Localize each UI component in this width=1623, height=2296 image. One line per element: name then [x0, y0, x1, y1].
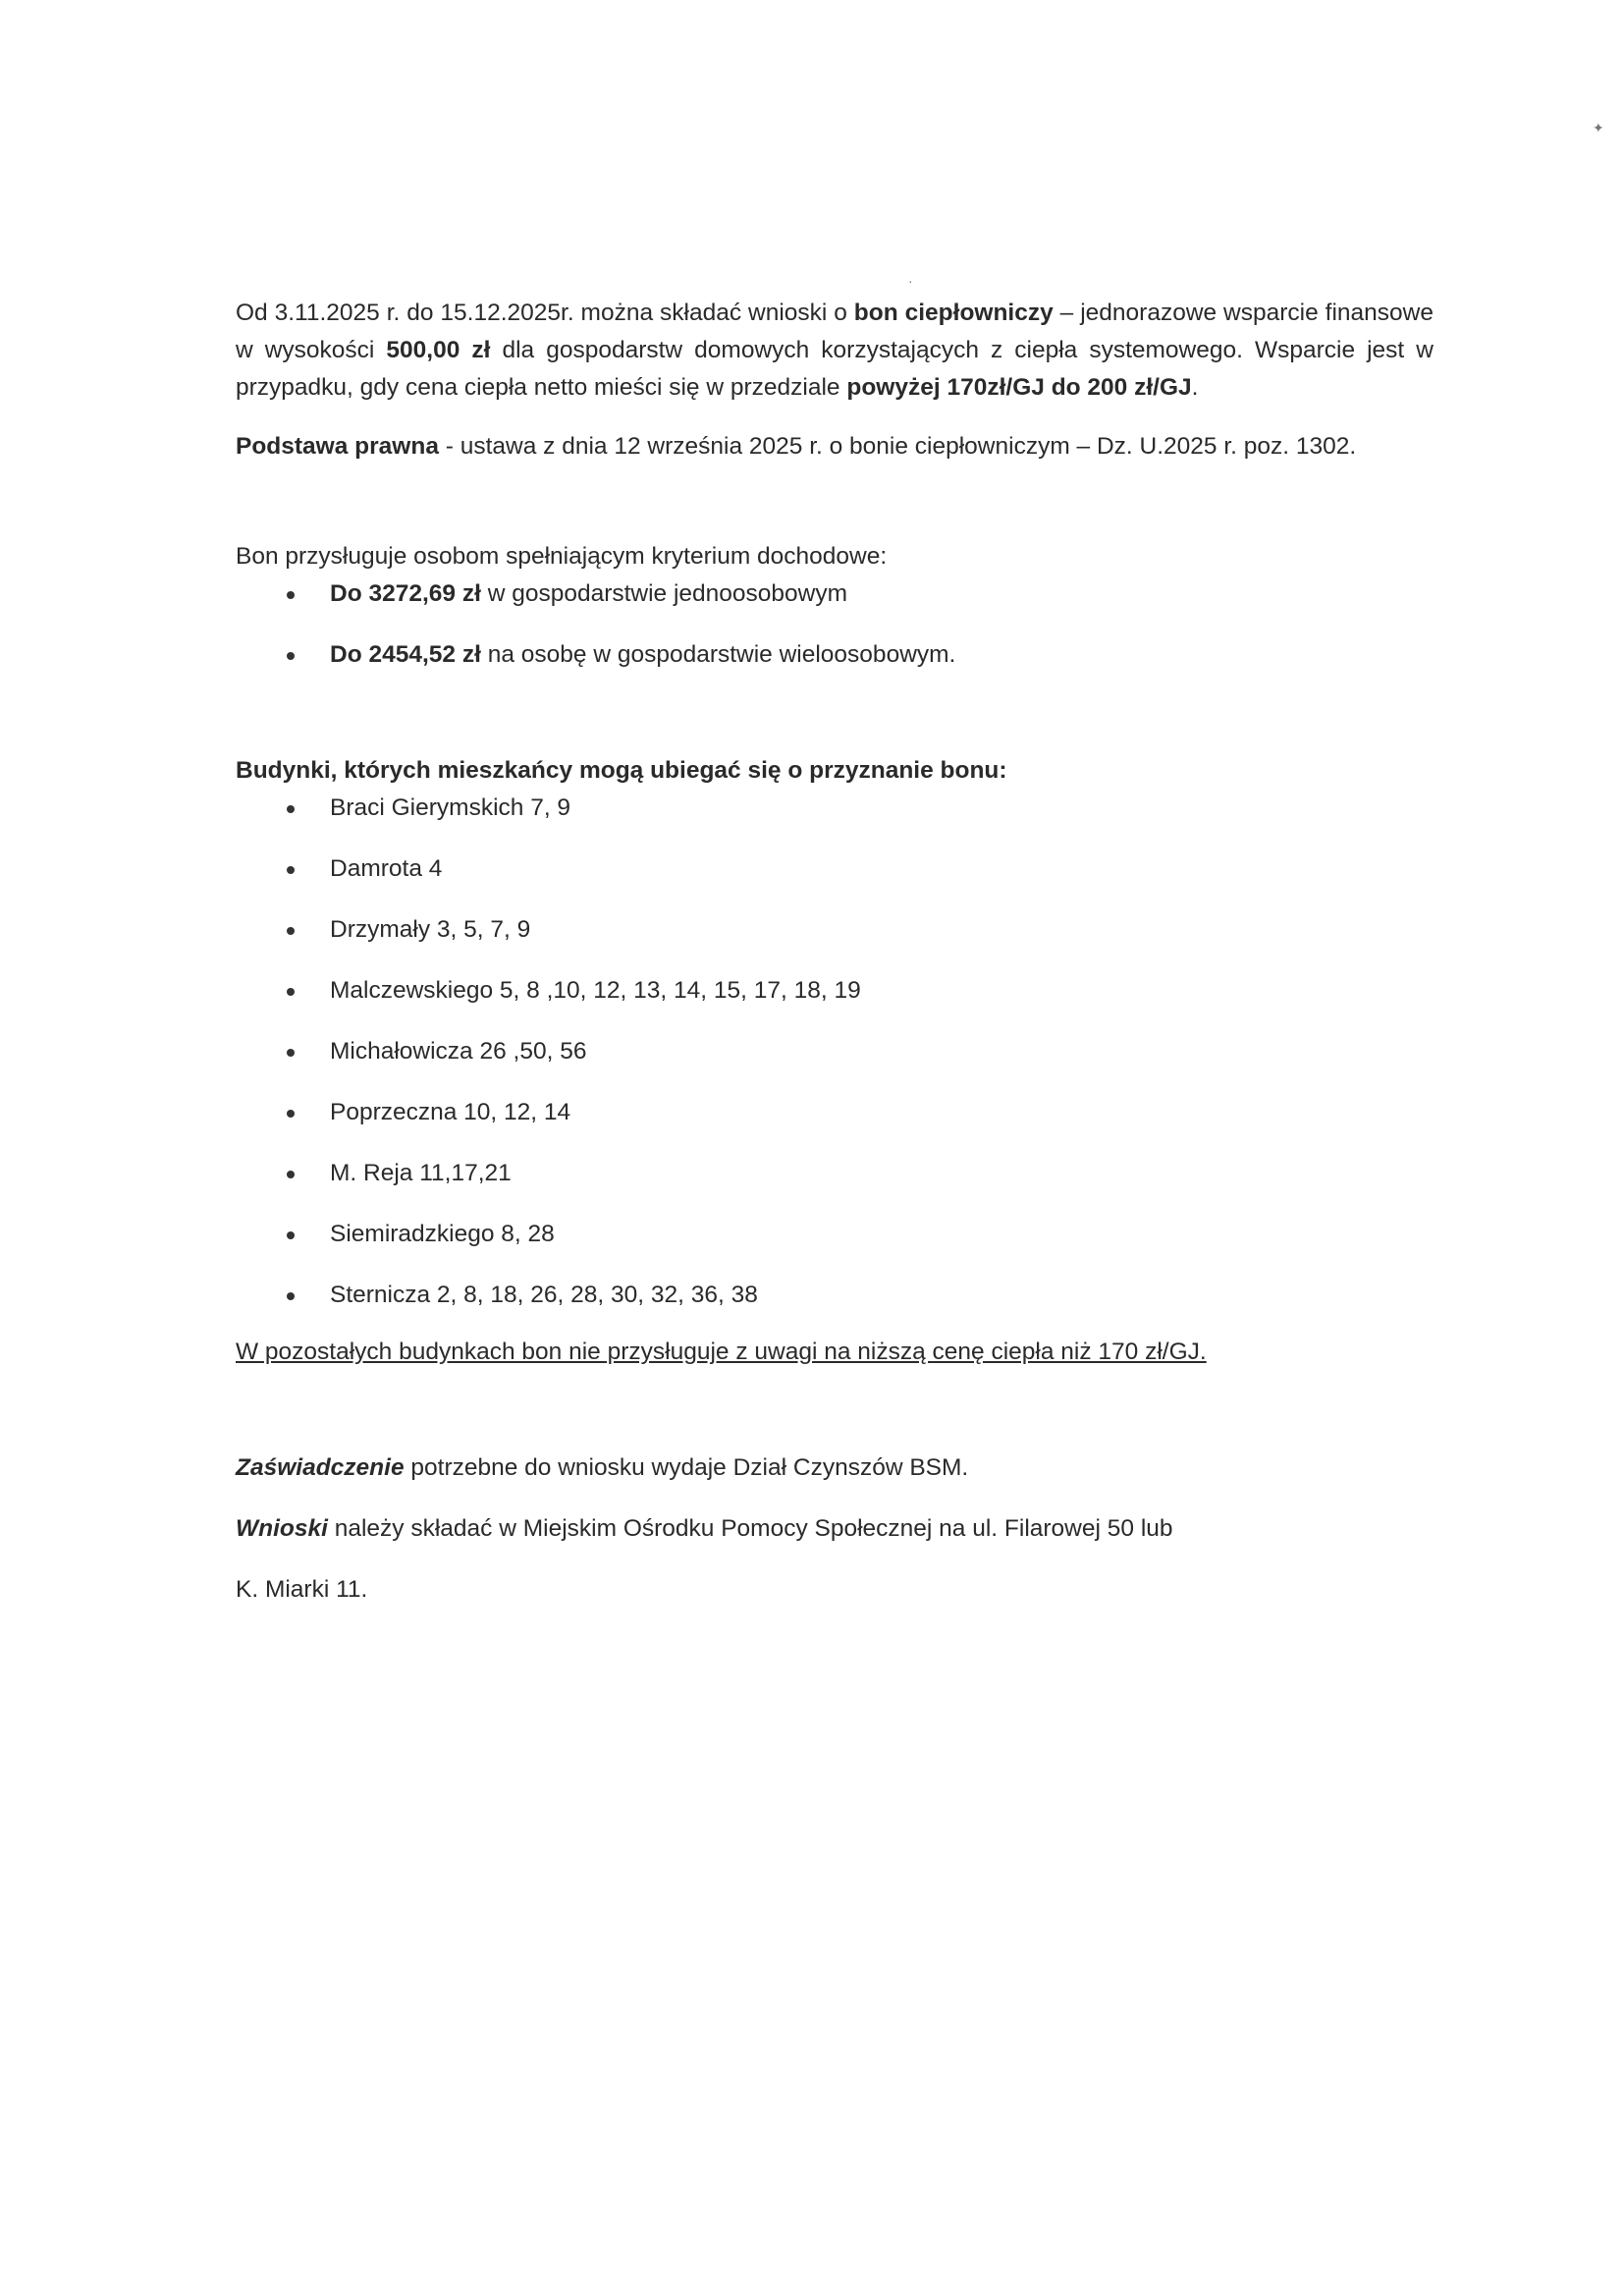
income-criteria-intro: Bon przysługuje osobom spełniającym kryterium dochodowe:: [236, 543, 888, 570]
scan-speck: ✦: [1593, 120, 1604, 136]
list-item: Malczewskiego 5, 8 ,10, 12, 13, 14, 15, 17, 18, 19: [236, 972, 1434, 1010]
exclusion-note: W pozostałych budynkach bon nie przysługuje z uwagi na niższą cenę ciepła niż 170 zł/GJ.: [236, 1339, 1207, 1365]
applications-info: [236, 1510, 1434, 1548]
intro-text: – jednorazowe wsparcie finansowe w wysokości: [236, 300, 1434, 363]
list-item: [236, 636, 1434, 674]
list-item: Siemiradzkiego 8, 28: [236, 1216, 1434, 1253]
legal-basis-label: Podstawa prawna: [236, 433, 439, 460]
intro-bold-range: powyżej 170zł/GJ do 200 zł/GJ: [846, 374, 1192, 401]
income-amount: Do 3272,69 zł: [330, 580, 481, 607]
income-description: na osobę w gospodarstwie wieloosobowym.: [480, 641, 956, 668]
intro-bold-amount: 500,00 zł: [386, 337, 491, 363]
list-item: [236, 575, 1434, 613]
intro-paragraph: [236, 295, 1434, 407]
income-description: w gospodarstwie jednoosobowym: [480, 580, 848, 607]
legal-basis: [236, 428, 1434, 465]
document-body: [236, 295, 1434, 1609]
income-criteria-list: [236, 575, 1434, 674]
list-item: Poprzeczna 10, 12, 14: [236, 1094, 1434, 1131]
certificate-info: [236, 1449, 1434, 1487]
scan-speck: ·: [908, 273, 913, 289]
intro-text: .: [1191, 374, 1199, 401]
intro-bold-bon: bon ciepłowniczy: [853, 300, 1054, 326]
income-amount: Do 2454,52 zł: [330, 641, 481, 668]
legal-basis-text: - ustawa z dnia 12 września 2025 r. o bonie ciepłowniczym – Dz. U.2025 r. poz. 1302.: [438, 433, 1357, 460]
certificate-text: potrzebne do wniosku wydaje Dział Czynszów BSM.: [404, 1454, 969, 1481]
list-item: Braci Gierymskich 7, 9: [236, 790, 1434, 827]
list-item: Michałowicza 26 ,50, 56: [236, 1033, 1434, 1070]
buildings-list: [236, 790, 1434, 1314]
applications-text: należy składać w Miejskim Ośrodku Pomocy Społecznej na ul. Filarowej 50 lub: [327, 1515, 1173, 1542]
intro-text: Od 3.11.2025 r. do 15.12.2025r. można składać wnioski o: [236, 300, 854, 326]
list-item: Damrota 4: [236, 850, 1434, 888]
list-item: M. Reja 11,17,21: [236, 1155, 1434, 1192]
applications-address-line: K. Miarki 11.: [236, 1576, 368, 1603]
intro-text: dla gospodarstw domowych korzystających z ciepła systemowego. Wsparcie jest w przypadku, gdy cena ciepła netto mieści się w przedziale: [236, 337, 1434, 401]
list-item: Sternicza 2, 8, 18, 26, 28, 30, 32, 36, 38: [236, 1277, 1434, 1314]
list-item: Drzymały 3, 5, 7, 9: [236, 911, 1434, 949]
certificate-label: Zaświadczenie: [236, 1454, 405, 1481]
applications-label: Wnioski: [236, 1515, 328, 1542]
buildings-heading: Budynki, których mieszkańcy mogą ubiegać się o przyznanie bonu:: [236, 757, 1007, 784]
